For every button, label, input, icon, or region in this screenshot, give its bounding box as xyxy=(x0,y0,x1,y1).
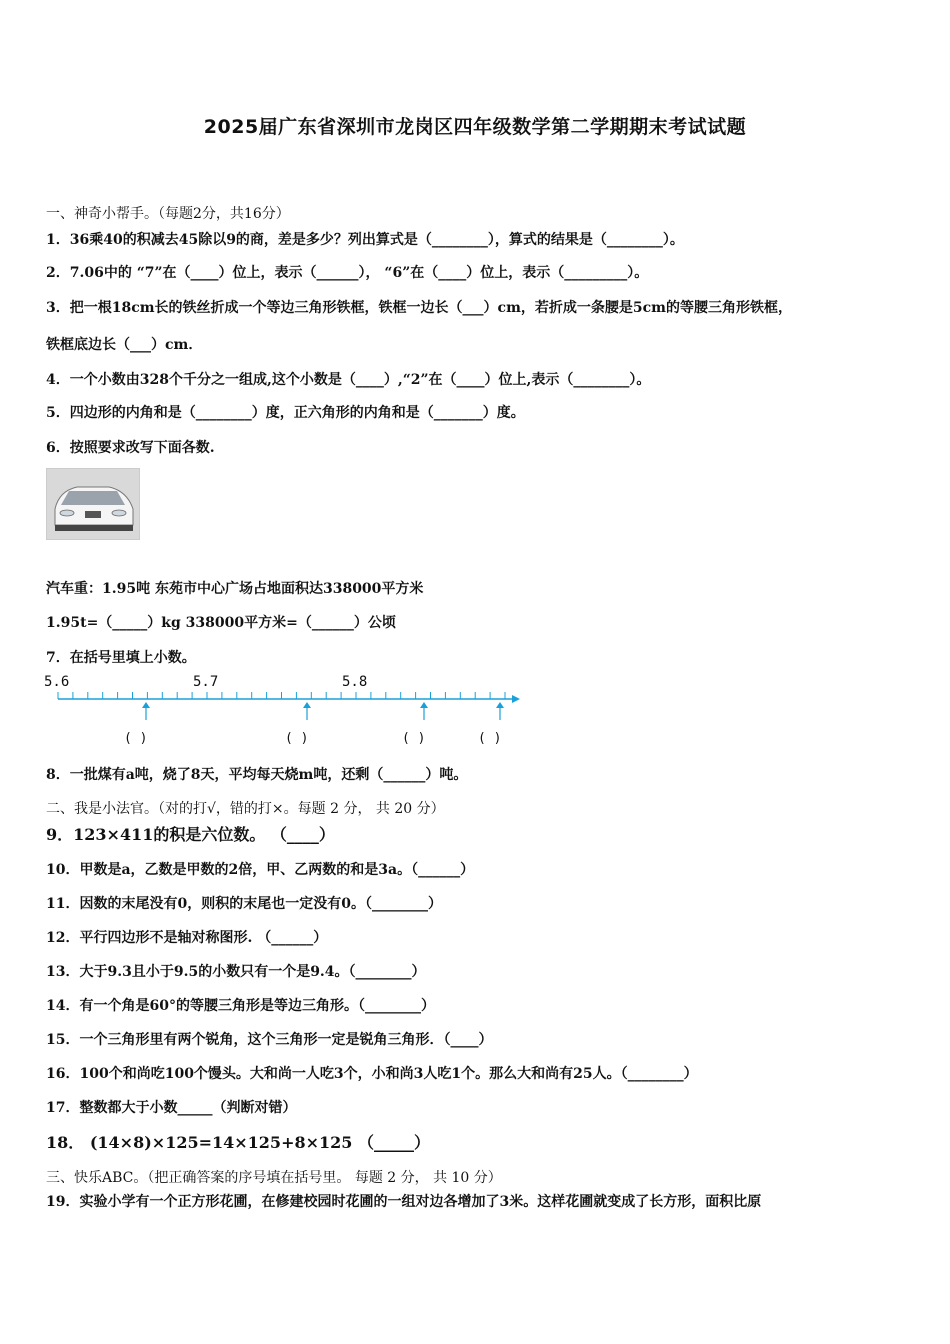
section-3-header: 三、快乐ABC。（把正确答案的序号填在括号里。 每题 2 分， 共 10 分） xyxy=(46,1170,502,1186)
question-3-line-1: 3．把一根18cm长的铁丝折成一个等边三角形铁框，铁框一边长（___）cm，若折成一条腰是5cm的等腰三角形铁框， xyxy=(46,300,792,316)
axis-arrowhead xyxy=(512,695,520,703)
question-7: 7．在括号里填上小数。 xyxy=(46,650,196,666)
answer-blank: ( ) xyxy=(285,731,309,746)
ticks xyxy=(58,692,505,699)
pointer-arrow xyxy=(142,702,150,720)
question-6-answers: 1.95t=（_____）kg 338000平方米=（______）公顷 xyxy=(46,615,396,631)
pointer-arrow xyxy=(420,702,428,720)
question-2: 2．7.06中的 “7”在（____）位上，表示（______）， “6”在（____）位上，表示（_________）。 xyxy=(46,265,649,281)
number-line xyxy=(44,672,524,752)
answer-blank: ( ) xyxy=(478,731,502,746)
question-12: 12．平行四边形不是轴对称图形. （______） xyxy=(46,930,328,946)
answer-blank: ( ) xyxy=(124,731,148,746)
car-photo xyxy=(46,468,140,540)
question-6-values: 汽车重：1.95吨 东苑市中心广场占地面积达338000平方米 xyxy=(46,581,424,597)
question-4: 4．一个小数由328个千分之一组成,这个小数是（____）,“2”在（____）位上,表示（________）。 xyxy=(46,372,651,388)
question-14: 14．有一个角是60°的等腰三角形是等边三角形。（________） xyxy=(46,998,435,1014)
question-10: 10．甲数是a，乙数是甲数的2倍，甲、乙两数的和是3a。（______） xyxy=(46,862,475,878)
answer-blank: ( ) xyxy=(402,731,426,746)
tick-label: 5.6 xyxy=(44,674,70,690)
tick-label: 5.7 xyxy=(193,674,219,690)
question-18: 18． (14×8)×125=14×125+8×125 （_____） xyxy=(46,1133,430,1152)
section-1-header: 一、神奇小帮手。（每题2分，共16分） xyxy=(46,206,290,222)
question-8: 8．一批煤有a吨，烧了8天，平均每天烧m吨，还剩（______）吨。 xyxy=(46,767,468,783)
section-2-header: 二、我是小法官。（对的打√，错的打×。每题 2 分， 共 20 分） xyxy=(46,801,445,817)
question-15: 15．一个三角形里有两个锐角，这个三角形一定是锐角三角形．（____） xyxy=(46,1032,493,1048)
question-5: 5．四边形的内角和是（________）度，正六角形的内角和是（_______）度。 xyxy=(46,405,525,421)
tick-label: 5.8 xyxy=(342,674,368,690)
question-3-line-2: 铁框底边长（___）cm． xyxy=(46,337,203,353)
page-title: 2025届广东省深圳市龙岗区四年级数学第二学期期末考试试题 xyxy=(203,116,747,138)
pointer-arrow xyxy=(496,702,504,720)
question-11: 11．因数的末尾没有0，则积的末尾也一定没有0。（________） xyxy=(46,896,442,912)
question-9: 9．123×411的积是六位数。 （____） xyxy=(46,825,335,844)
question-16: 16．100个和尚吃100个馒头。大和尚一人吃3个，小和尚3人吃1个。那么大和尚有25人。（________） xyxy=(46,1066,698,1082)
question-6: 6．按照要求改写下面各数. xyxy=(46,440,215,456)
pointer-arrow xyxy=(303,702,311,720)
question-13: 13．大于9.3且小于9.5的小数只有一个是9.4。（________） xyxy=(46,964,426,980)
question-1: 1．36乘40的积减去45除以9的商，差是多少？列出算式是（________），算式的结果是（________）。 xyxy=(46,232,684,248)
question-17: 17．整数都大于小数_____（判断对错） xyxy=(46,1100,297,1116)
question-19: 19．实验小学有一个正方形花圃，在修建校园时花圃的一组对边各增加了3米。这样花圃就变成了长方形，面积比原 xyxy=(46,1194,762,1210)
